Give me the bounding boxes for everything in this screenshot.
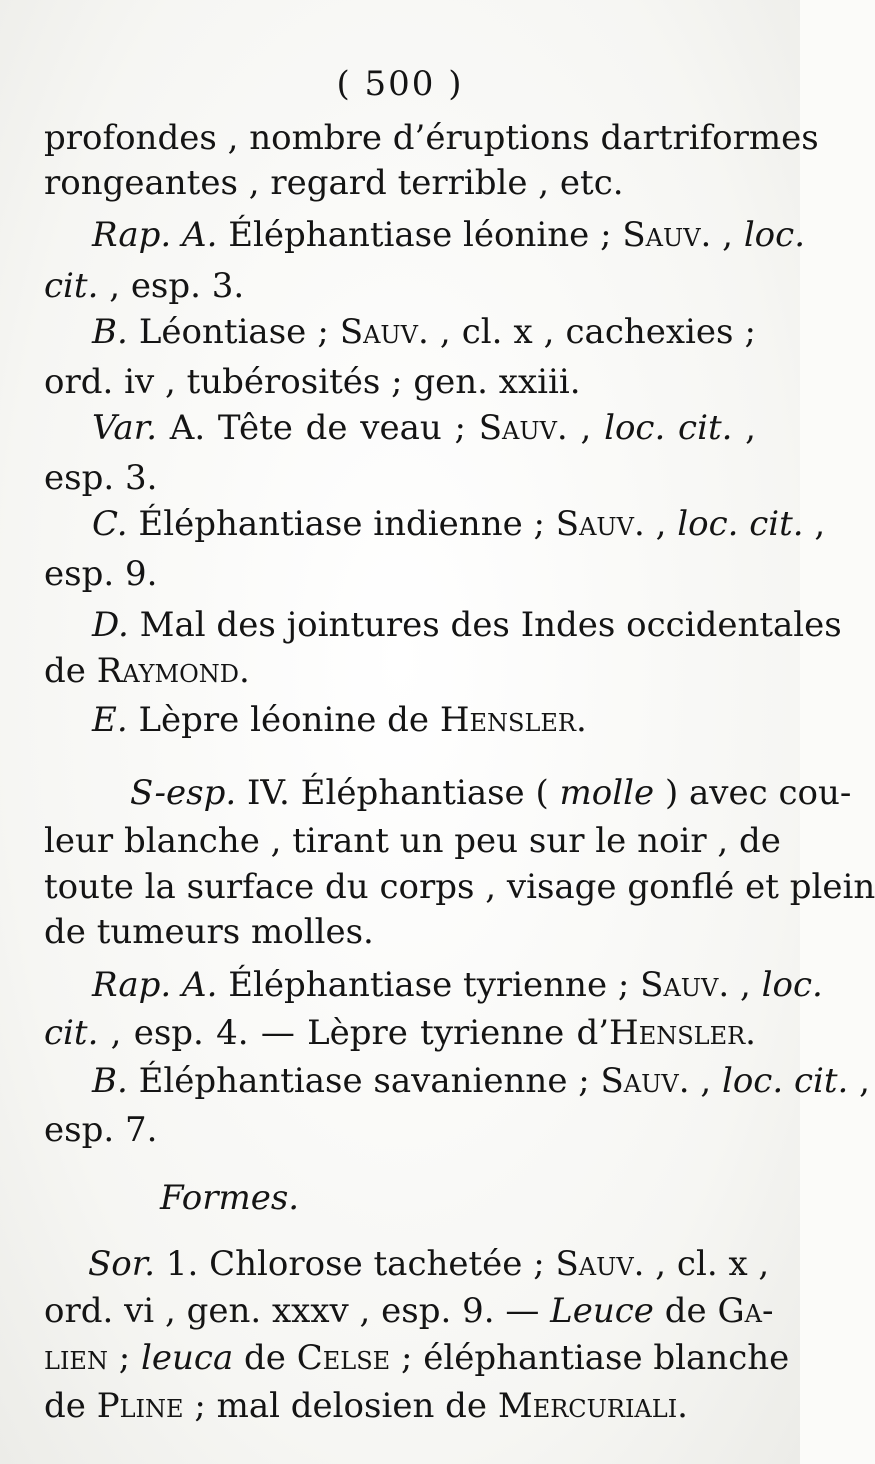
text-run: C.: [92, 504, 128, 544]
text-line: [44, 554, 756, 598]
text-line: [88, 1244, 770, 1288]
text-run: toute la surface du corps , visage gonflé et plein: [44, 867, 875, 907]
text-run: D.: [92, 605, 129, 645]
text-run: Éléphantiase léonine ;: [217, 215, 623, 255]
text-run: , cl. x , cachexies ;: [428, 312, 756, 352]
text-line: [44, 821, 781, 865]
text-run: de: [44, 651, 97, 691]
text-run: loc.: [743, 215, 806, 255]
text-run: Sauv.: [555, 504, 645, 544]
text-line: [92, 965, 823, 1009]
text-line: [92, 1061, 870, 1105]
text-run: Sauv.: [555, 1244, 645, 1284]
text-run: A. Tête de veau ;: [157, 408, 479, 448]
text-run: Rap. A.: [92, 215, 218, 255]
text-run: ,: [848, 1061, 870, 1101]
text-run: Sauv.: [478, 408, 568, 448]
text-run: leur blanche , tirant un peu sur le noir , de: [44, 821, 781, 861]
text-run: leuca: [141, 1338, 234, 1378]
text-run: esp. 7.: [44, 1110, 158, 1150]
text-run: de: [653, 1291, 718, 1331]
text-run: de: [233, 1338, 297, 1378]
text-line: [92, 312, 756, 356]
text-run: E.: [92, 700, 128, 740]
text-run: B.: [92, 1061, 128, 1101]
text-run: Mercuriali.: [497, 1386, 688, 1426]
text-run: Sauv.: [600, 1061, 690, 1101]
text-run: , esp. 4. — Lèpre tyrienne d’: [98, 1013, 610, 1053]
text-run: molle: [559, 773, 655, 813]
text-line: [92, 605, 842, 649]
text-run: Hensler.: [439, 700, 587, 740]
text-run: Sauv.: [622, 215, 712, 255]
text-run: Sauv.: [640, 965, 730, 1005]
text-run: ,: [689, 1061, 722, 1101]
text-run: loc.: [761, 965, 823, 1005]
text-line: [44, 266, 756, 310]
text-run: ,: [644, 504, 678, 544]
text-run: ;: [107, 1338, 142, 1378]
text-run: ord. iv , tubérosités ; gen. xxiii.: [44, 362, 581, 402]
text-run: Hensler.: [609, 1013, 756, 1053]
text-run: ,: [567, 408, 605, 448]
text-run: Mal des jointures des Indes occidentales: [128, 605, 842, 645]
text-run: loc. cit.: [677, 504, 804, 544]
text-run: ord. vi , gen. xxxv , esp. 9. —: [44, 1291, 551, 1331]
text-run: Ga-: [717, 1291, 774, 1331]
text-run: ; éléphantiase blanche: [390, 1338, 790, 1378]
text-line: [92, 408, 756, 452]
text-run: Éléphantiase tyrienne ;: [217, 965, 641, 1005]
text-line: [44, 1338, 790, 1382]
text-line: [92, 215, 806, 259]
text-run: B.: [92, 312, 128, 352]
text-run: ) avec cou-: [654, 773, 852, 813]
text-line: [44, 362, 756, 406]
text-run: Éléphantiase indienne ;: [127, 504, 556, 544]
text-line: [130, 773, 852, 817]
section-heading: Formes.: [160, 1178, 300, 1218]
text-line: [44, 1013, 756, 1057]
text-run: esp. 9.: [44, 554, 158, 594]
text-run: , cl. x ,: [644, 1244, 770, 1284]
text-run: Var.: [92, 408, 158, 448]
text-line: [92, 700, 756, 744]
page-number: ( 500 ): [336, 64, 464, 104]
text-run: lien: [44, 1338, 108, 1378]
text-run: Pline: [96, 1386, 184, 1426]
text-line: [92, 504, 826, 548]
text-run: cit.: [44, 266, 99, 306]
text-run: profondes , nombre d’éruptions dartriformes: [44, 118, 819, 158]
text-run: ,: [711, 215, 744, 255]
text-line: [44, 1110, 756, 1154]
text-run: cit.: [44, 1013, 99, 1053]
text-run: Sauv.: [339, 312, 429, 352]
text-line: [44, 163, 756, 207]
text-line: [44, 651, 756, 695]
text-run: IV. Éléphantiase (: [236, 773, 560, 813]
text-run: ; mal delosien de: [183, 1386, 498, 1426]
text-line: [44, 118, 819, 162]
text-line: [44, 1386, 756, 1430]
text-run: esp. 3.: [44, 458, 158, 498]
text-line: [44, 458, 756, 502]
text-run: ,: [729, 965, 762, 1005]
text-run: , esp. 3.: [98, 266, 245, 306]
text-run: Rap. A.: [92, 965, 218, 1005]
text-run: rongeantes , regard terrible , etc.: [44, 163, 624, 203]
text-run: Leuce: [550, 1291, 654, 1331]
text-run: de tumeurs molles.: [44, 912, 374, 952]
text-run: loc. cit.: [604, 408, 733, 448]
text-run: Léontiase ;: [127, 312, 340, 352]
text-run: loc. cit.: [721, 1061, 849, 1101]
text-run: Éléphantiase savanienne ;: [127, 1061, 601, 1101]
text-run: ,: [732, 408, 756, 448]
text-line: [44, 912, 756, 956]
text-run: Lèpre léonine de: [127, 700, 440, 740]
text-run: Sor.: [88, 1244, 156, 1284]
text-line: [44, 867, 875, 911]
text-run: Raymond.: [96, 651, 250, 691]
text-run: Celse: [296, 1338, 391, 1378]
text-line: [44, 1291, 774, 1335]
text-run: de: [44, 1386, 97, 1426]
text-run: 1. Chlorose tachetée ;: [155, 1244, 556, 1284]
text-run: S-esp.: [130, 773, 237, 813]
text-run: ,: [803, 504, 826, 544]
